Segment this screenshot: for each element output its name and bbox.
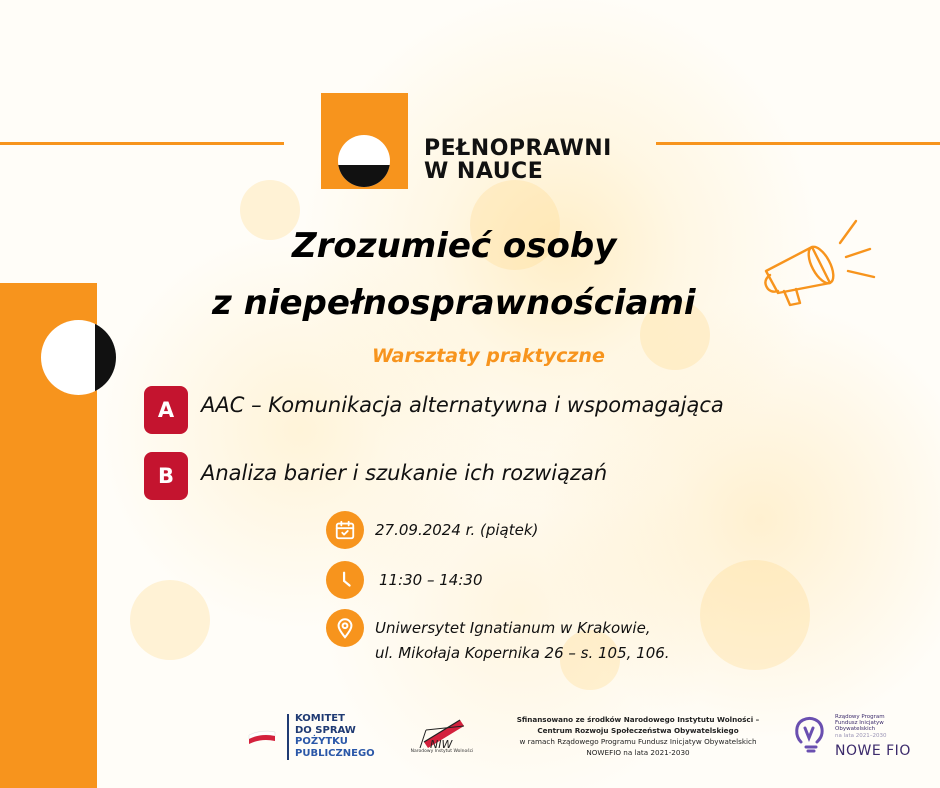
header-rule-right [656,142,940,145]
komitet-line-1: KOMITET [295,713,345,724]
calendar-icon [326,511,364,549]
fio-caption-line-1: Rządowy Program [835,714,885,720]
location-pin-icon [326,609,364,647]
event-place-line-1: Uniwersytet Ignatianum w Krakowie, [375,619,651,637]
workshop-b-title: Analiza barier i szukanie ich rozwiązań [201,461,608,485]
komitet-logo [295,713,375,759]
megaphone-icon [756,205,886,315]
komitet-line-4: PUBLICZNEGO [295,747,375,759]
main-title-line-1: Zrozumieć osoby [292,226,617,266]
workshop-a-title: AAC – Komunikacja alternatywna i wspomagająca [201,393,724,417]
fio-caption-line-2: Fundusz Inicjatyw [835,720,884,727]
funding-statement [500,714,776,758]
left-circle-dark-half [95,320,116,395]
komitet-line-2: DO SPRAW [295,724,356,736]
event-place-line-2: ul. Mikołaja Kopernika 26 – s. 105, 106. [375,644,670,662]
event-time: 11:30 – 14:30 [379,571,483,589]
nowe-fio-bulb-icon [793,714,827,754]
funding-line-4: NOWEFIO na lata 2021-2030 [586,748,690,757]
komitet-line-3: POŻYTKU [295,736,348,747]
funding-line-3: w ramach Rządowego Programu Fundusz Inicjatyw Obywatelskich [519,737,757,746]
funding-line-1: Sfinansowano ze środków Narodowego Instytutu Wolności – [516,715,760,724]
niw-logo [410,712,474,764]
nowe-fio-logo-text: NOWE FIO [835,743,911,759]
logo-line-1: PEŁNOPRAWNI [424,136,612,161]
brand-logo-text [424,137,612,183]
logo-circle-dark-segment [338,165,390,187]
niw-subtitle: Narodowy Instytut Wolności [410,749,474,754]
bokeh-decoration [700,560,810,670]
logo-line-2: W NAUCE [424,159,544,184]
komitet-divider [287,714,289,760]
funding-line-2: Centrum Rozwoju Społeczeństwa Obywatelskiego [537,726,739,735]
nowe-fio-caption [835,714,887,739]
header-rule-left [0,142,284,145]
bokeh-decoration [240,180,300,240]
main-title-line-2: z niepełnosprawnościami [212,283,696,323]
clock-icon [326,561,364,599]
brand-logo-mark [321,93,408,189]
niw-logo-text: NIW [430,738,453,751]
logo-circle [338,135,390,187]
fio-caption-line-4: na lata 2021–2030 [835,732,887,739]
bokeh-decoration [130,580,210,660]
fio-caption-line-3: Obywatelskich [835,726,876,733]
workshop-badge-a: A [144,386,188,434]
polish-flag-icon [247,726,277,746]
subtitle: Warsztaty praktyczne [372,345,605,367]
workshop-badge-b: B [144,452,188,500]
event-date: 27.09.2024 r. (piątek) [375,521,539,539]
left-circle-decoration [41,320,116,395]
